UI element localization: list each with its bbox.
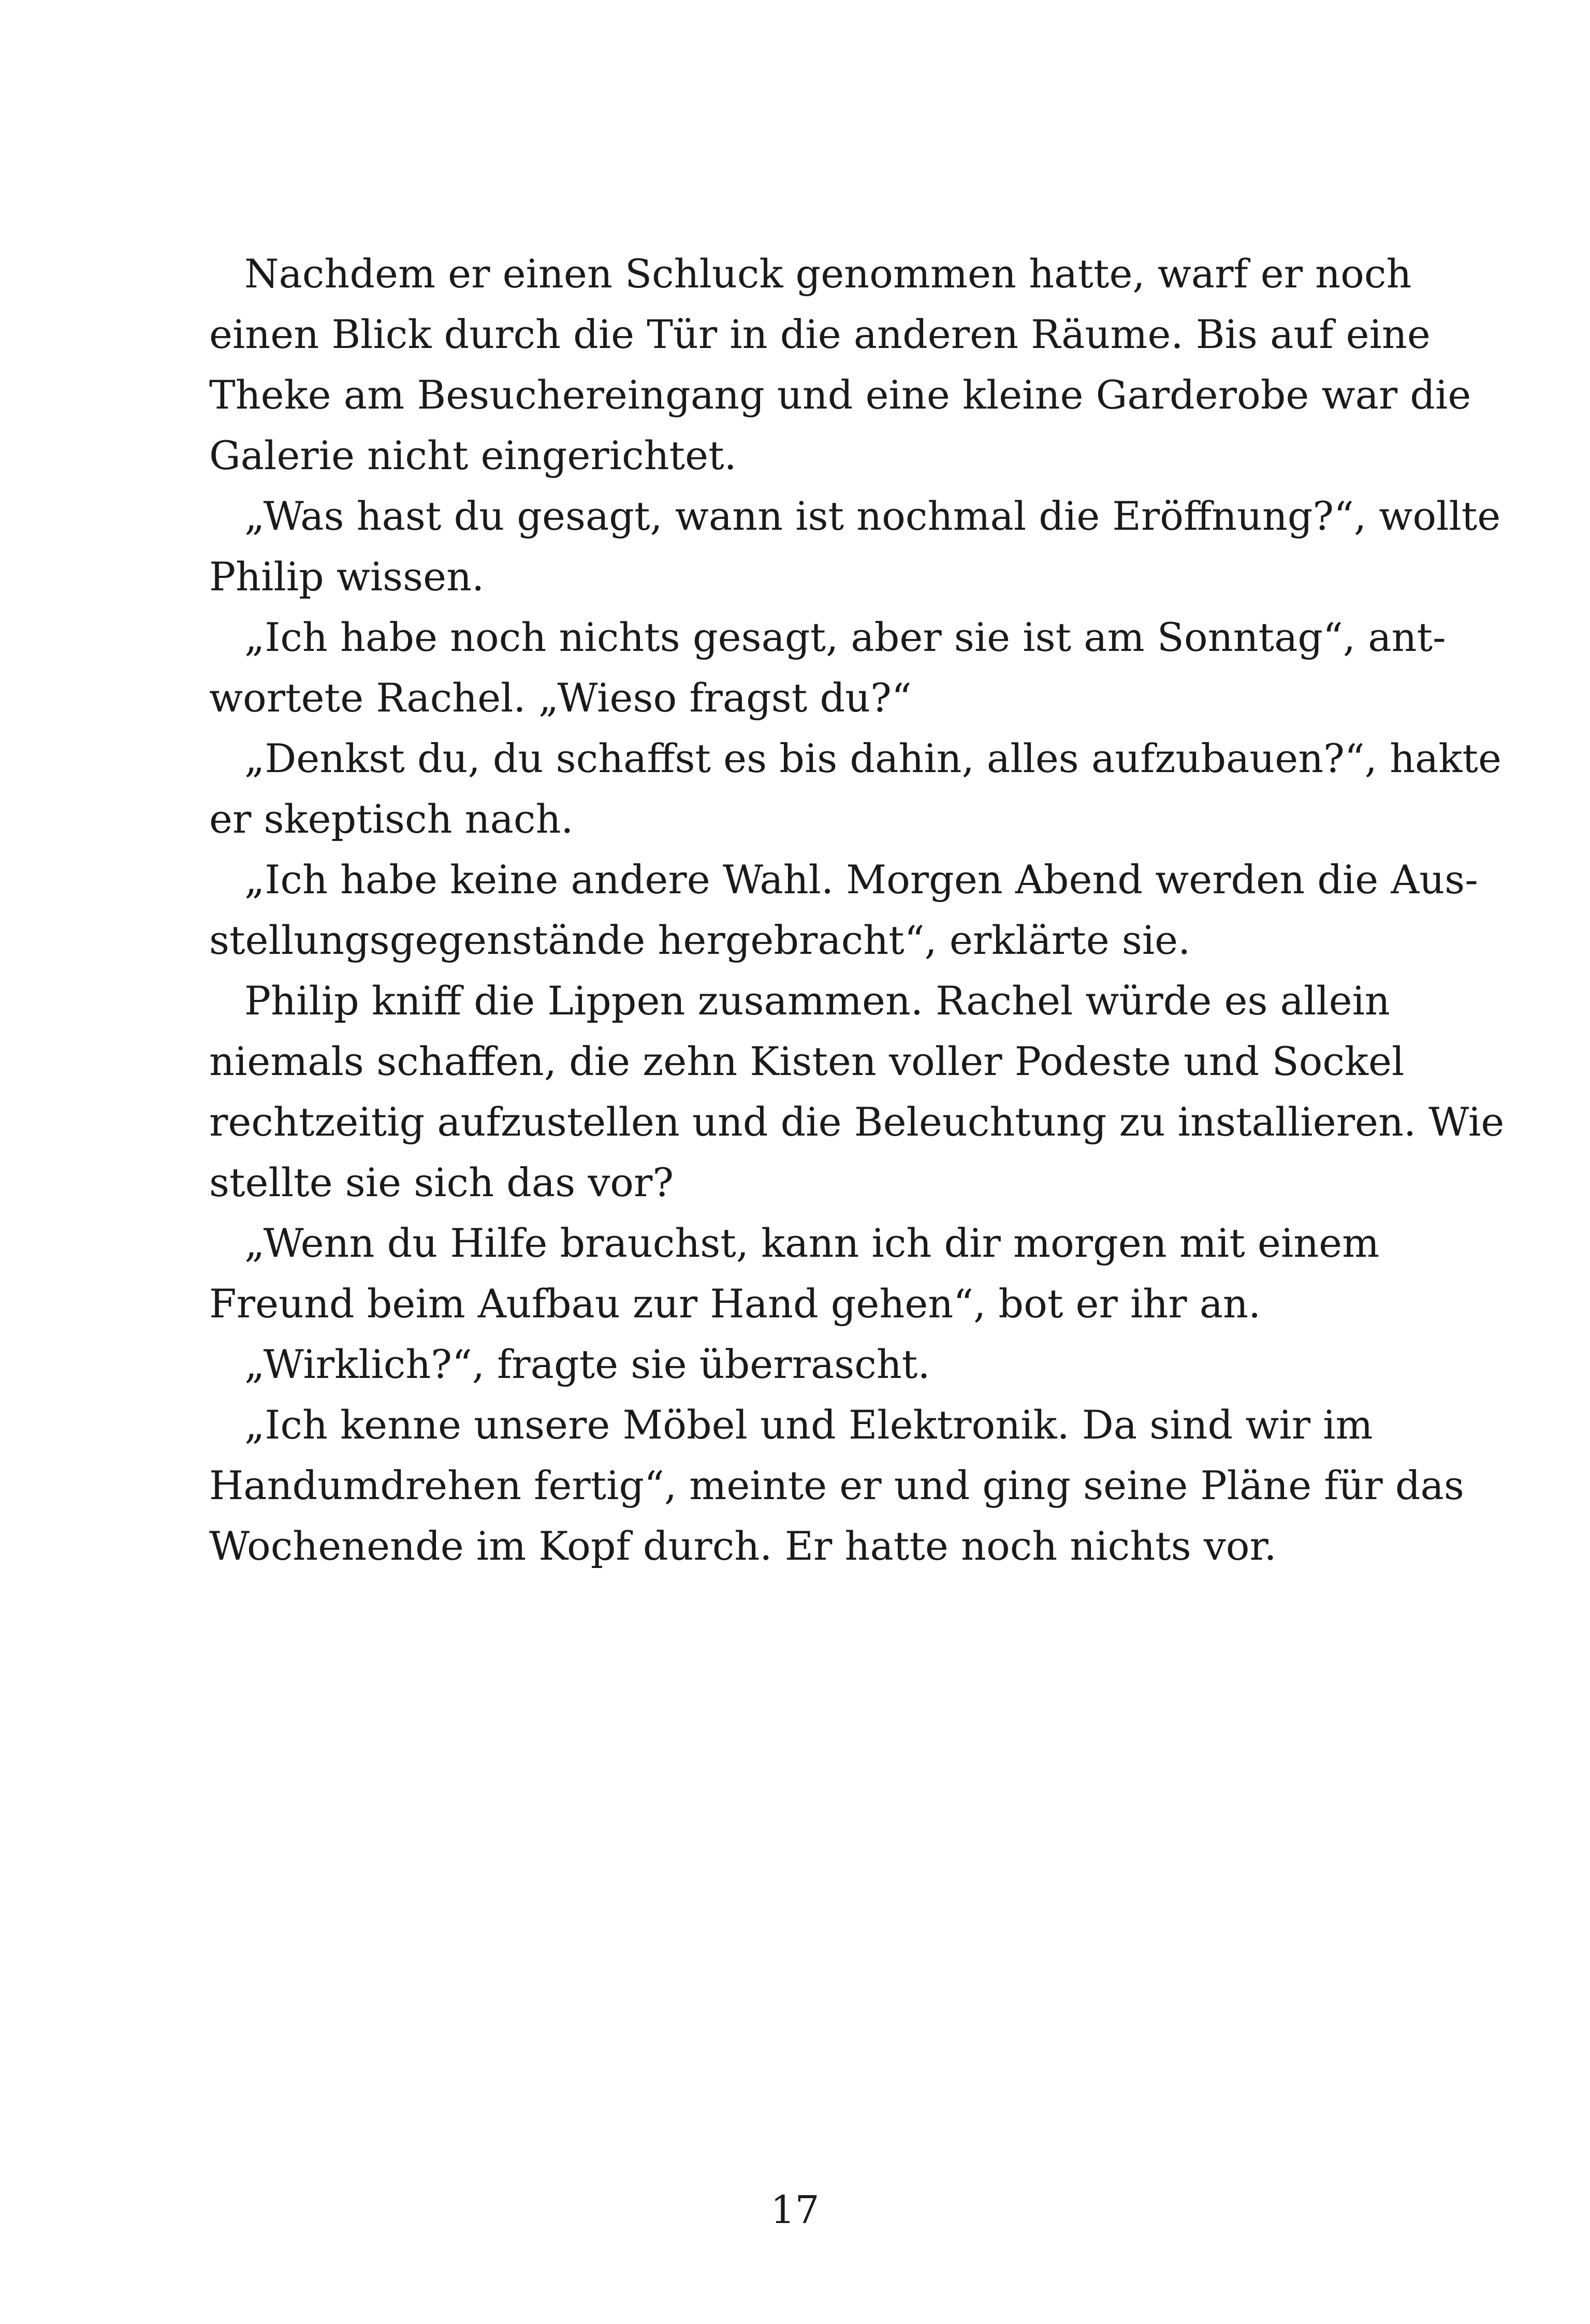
text-line: „Was hast du gesagt, wann ist nochmal die Eröffnung?“, wollte — [244, 493, 1501, 539]
text-line: wortete Rachel. „Wieso fragst du?“ — [209, 675, 912, 721]
text-line: Nachdem er einen Schluck genommen hatte, warf er noch — [244, 251, 1412, 297]
text-line: Wochenende im Kopf durch. Er hatte noch nichts vor. — [209, 1523, 1277, 1569]
text-line: Handumdrehen fertig“, meinte er und ging seine Pläne für das — [209, 1462, 1464, 1508]
body-text — [209, 243, 1505, 1576]
text-line: stellungsgegenstände hergebracht“, erklärte sie. — [209, 917, 1191, 963]
text-line: Theke am Besuchereingang und eine kleine Garderobe war die — [209, 372, 1471, 418]
text-line: Galerie nicht eingerichtet. — [209, 432, 737, 478]
text-line: Freund beim Aufbau zur Hand gehen“, bot er ihr an. — [209, 1281, 1261, 1327]
text-line: niemals schaffen, die zehn Kisten voller Podeste und Sockel — [209, 1038, 1405, 1084]
text-line: er skeptisch nach. — [209, 796, 574, 842]
text-line: „Wirklich?“, fragte sie überrascht. — [244, 1341, 930, 1387]
text-line: stellte sie sich das vor? — [209, 1159, 674, 1205]
page-number: 17 — [770, 2188, 820, 2232]
text-line: „Ich habe keine andere Wahl. Morgen Abend werden die Aus- — [244, 856, 1478, 903]
text-line: „Ich kenne unsere Möbel und Elektronik. Da sind wir im — [244, 1402, 1373, 1448]
text-line: „Wenn du Hilfe brauchst, kann ich dir morgen mit einem — [244, 1220, 1380, 1266]
text-line: Philip kniff die Lippen zusammen. Rachel würde es allein — [244, 978, 1390, 1024]
text-line: Philip wissen. — [209, 554, 485, 600]
text-line: „Ich habe noch nichts gesagt, aber sie ist am Sonntag“, ant- — [244, 614, 1446, 660]
text-line: einen Blick durch die Tür in die anderen Räume. Bis auf eine — [209, 311, 1431, 357]
text-line: rechtzeitig aufzustellen und die Beleuchtung zu installieren. Wie — [209, 1099, 1505, 1145]
text-line: „Denkst du, du schaffst es bis dahin, alles aufzubauen?“, hakte — [244, 735, 1501, 781]
